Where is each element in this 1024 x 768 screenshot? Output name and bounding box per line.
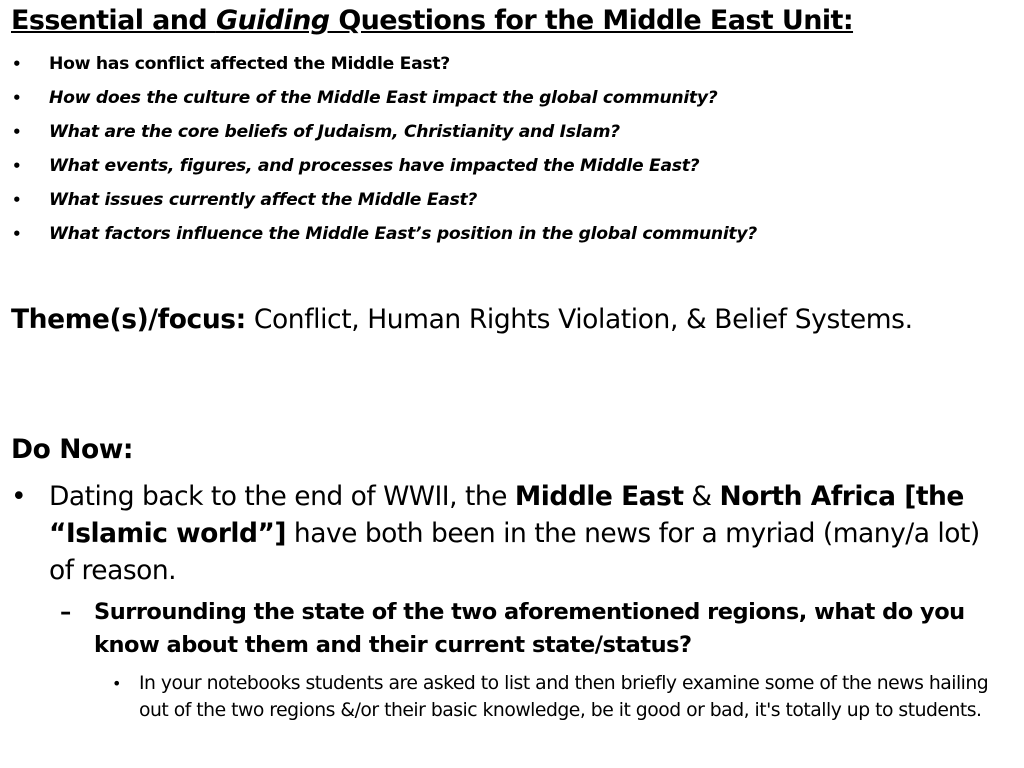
bullet-icon: •	[12, 123, 22, 141]
do-now-heading: Do Now:	[11, 434, 134, 465]
title-part-1: Essential and	[11, 5, 216, 36]
main-bullet-text	[49, 478, 1011, 589]
bullet-icon: •	[12, 191, 22, 209]
bullet-icon: •	[12, 157, 22, 175]
main-bullet-text-3: have both been in the news for a myriad (many/a lot) of reason.	[49, 518, 980, 586]
north-africa-term: North Africa [the “Islamic world”]	[49, 481, 964, 549]
question-text: What factors influence the Middle East’s position in the global community?	[49, 224, 757, 244]
question-text: How does the culture of the Middle East impact the global community?	[49, 88, 718, 108]
question-text: How has conflict affected the Middle East?	[49, 54, 450, 74]
sub-bullet-text: Surrounding the state of the two aforementioned regions, what do you know about them and their current state/status?	[94, 599, 965, 658]
question-text: What events, figures, and processes have impacted the Middle East?	[49, 156, 700, 176]
theme-label: Theme(s)/focus:	[11, 304, 246, 335]
slide-title	[11, 2, 853, 40]
dash-icon: –	[60, 599, 71, 625]
theme-text: Conflict, Human Rights Violation, & Belief Systems.	[245, 304, 913, 335]
bullet-icon: •	[12, 225, 22, 243]
bullet-icon: •	[11, 481, 27, 512]
question-text: What are the core beliefs of Judaism, Christianity and Islam?	[49, 122, 620, 142]
bullet-icon: •	[12, 89, 22, 107]
middle-east-term: Middle East	[514, 481, 684, 512]
bullet-icon: •	[12, 55, 22, 73]
main-bullet-text-1: Dating back to the end of WWII, the	[49, 481, 515, 512]
bullet-icon: •	[112, 674, 121, 693]
main-bullet-text-2: &	[683, 481, 720, 512]
title-part-guiding: Guiding	[215, 5, 330, 36]
title-part-3: Questions for the Middle East Unit:	[329, 5, 854, 36]
theme-focus	[11, 302, 1001, 337]
question-text: What issues currently affect the Middle East?	[49, 190, 478, 210]
sub-sub-bullet-text: In your notebooks students are asked to list and then briefly examine some of the news hailing out of the two regions &/or their basic knowledge, be it good or bad, it's totally up to students.	[139, 673, 989, 721]
